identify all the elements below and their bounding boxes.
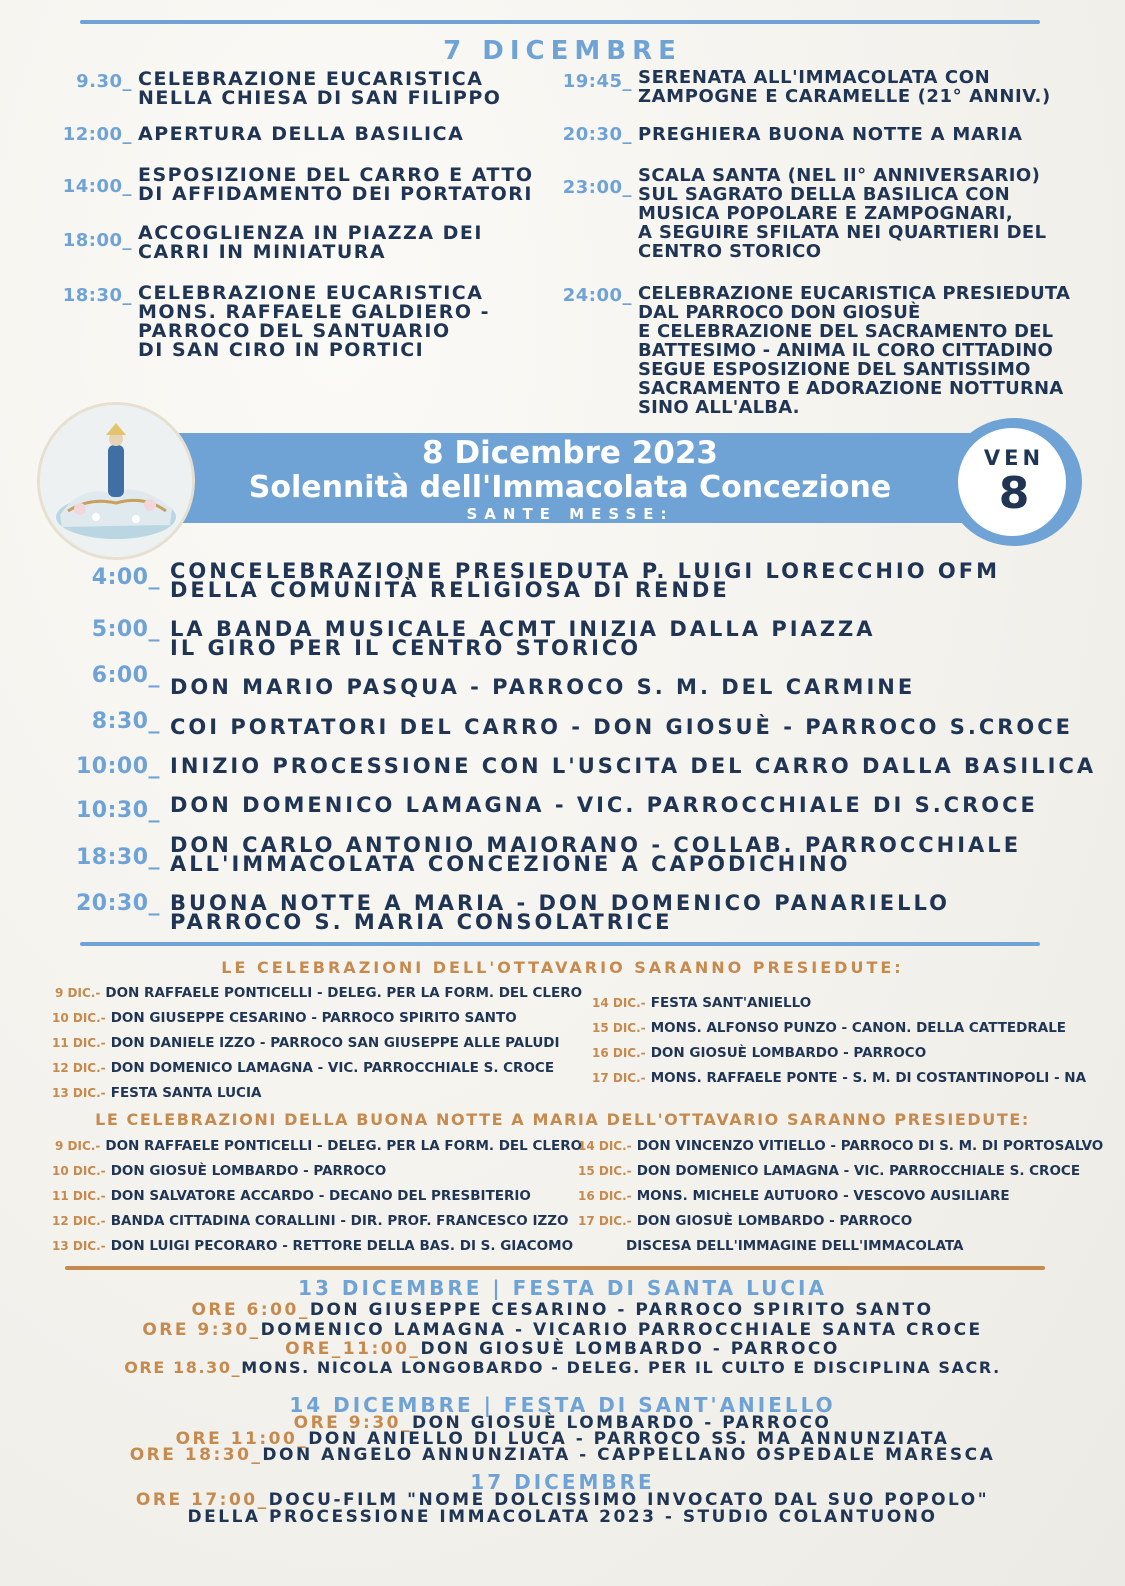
goodnight-date: 15 DIC.- — [578, 1164, 632, 1178]
day-name: VEN — [983, 446, 1045, 470]
octave-celebrant: MONS. RAFFAELE PONTE - S. M. DI COSTANTINOPOLI - NA — [650, 1070, 1087, 1086]
time-label: 8:30_ — [91, 709, 160, 734]
lucia-celebrant: DON GIOSUÈ LOMBARDO - PARROCO — [420, 1339, 840, 1359]
aniello-celebrant: DON GIOSUÈ LOMBARDO - PARROCO — [411, 1413, 832, 1433]
dec17-title: 17 DICEMBRE — [470, 1470, 655, 1494]
mass-text: INIZIO PROCESSIONE CON L'USCITA DEL CARRO DALLA BASILICA — [170, 754, 1097, 778]
octave-right-row — [592, 1070, 1086, 1086]
octave-date: 13 DIC.- — [52, 1086, 106, 1100]
octave-celebrant: DON DOMENICO LAMAGNA - VIC. PARROCCHIALE S. CROCE — [110, 1060, 555, 1076]
lucia-time: ORE_11:00_ — [285, 1339, 421, 1359]
goodnight-celebrant: MONS. MICHELE AUTUORO - VESCOVO AUSILIARE — [636, 1188, 1010, 1204]
goodnight-date: 13 DIC.- — [52, 1239, 106, 1253]
lucia-celebrant: MONS. NICOLA LONGOBARDO - DELEG. PER IL CULTO E DISCIPLINA SACR. — [241, 1358, 1001, 1377]
octave-date: 16 DIC.- — [592, 1046, 646, 1060]
octave-title: LE CELEBRAZIONI DELL'OTTAVARIO SARANNO PRESIEDUTE: — [221, 958, 904, 977]
octave-left-row — [52, 1085, 261, 1101]
octave-left-row — [52, 1010, 517, 1026]
lucia-line — [0, 1339, 1125, 1359]
octave-right-row — [592, 1045, 926, 1061]
octave-left-row — [52, 1060, 554, 1076]
day-number: 8 — [998, 468, 1030, 519]
time-label: 23:00_ — [562, 177, 632, 198]
aniello-time: ORE 11:00_ — [175, 1429, 309, 1449]
octave-celebrant: DON GIOSUÈ LOMBARDO - PARROCO — [650, 1045, 927, 1061]
goodnight-celebrant: BANDA CITTADINA CORALLINI - DIR. PROF. FRANCESCO IZZO — [110, 1213, 569, 1229]
octave-celebrant: MONS. ALFONSO PUNZO - CANON. DELLA CATTEDRALE — [650, 1020, 1067, 1036]
mass-text: BUONA NOTTE A MARIA - DON DOMENICO PANARIELLO PARROCO S. MARIA CONSOLATRICE — [170, 891, 950, 934]
goodnight-date: 10 DIC.- — [52, 1164, 106, 1178]
goodnight-date: 14 DIC.- — [578, 1139, 632, 1153]
dec17-time: ORE 17:00_ — [135, 1490, 269, 1510]
mass-text: DON MARIO PASQUA - PARROCO S. M. DEL CARMINE — [170, 675, 916, 699]
event-text: SERENATA ALL'IMMACOLATA CON ZAMPOGNE E CARAMELLE (21° ANNIV.) — [638, 67, 1051, 107]
octave-date: 11 DIC.- — [52, 1036, 106, 1050]
octave-celebrant: DON GIUSEPPE CESARINO - PARROCO SPIRITO SANTO — [110, 1010, 517, 1026]
octave-date: 15 DIC.- — [592, 1021, 646, 1035]
banner-title: Solennità dell'Immacolata Concezione — [248, 470, 892, 505]
lucia-title: 13 DICEMBRE | FESTA DI SANTA LUCIA — [298, 1276, 827, 1300]
time-label: 9.30_ — [76, 71, 132, 92]
goodnight-celebrant: DISCESA DELL'IMMAGINE DELL'IMMACOLATA — [626, 1238, 964, 1254]
goodnight-celebrant: DON SALVATORE ACCARDO - DECANO DEL PRESBITERIO — [110, 1188, 531, 1204]
day-badge — [946, 418, 1082, 546]
time-label: 6:00_ — [91, 663, 160, 688]
aniello-celebrant: DON ANIELLO DI LUCA - PARROCO SS. MA ANNUNZIATA — [308, 1429, 950, 1449]
octave-date: 9 DIC.- — [55, 986, 101, 1000]
aniello-time: ORE 18:30_ — [129, 1445, 263, 1465]
goodnight-left-row — [55, 1138, 582, 1154]
time-label: 14:00_ — [62, 176, 132, 197]
goodnight-celebrant: DON GIOSUÈ LOMBARDO - PARROCO — [636, 1213, 913, 1229]
event-text: SCALA SANTA (NEL II° ANNIVERSARIO) SUL SAGRATO DELLA BASILICA CON MUSICA POPOLARE E ZAMPOGNARI, A SEGUIRE SFILATA NEI QUARTIERI DEL CENTRO STORICO — [638, 165, 1047, 262]
octave-celebrant: FESTA SANT'ANIELLO — [650, 995, 812, 1011]
mass-text: CONCELEBRAZIONE PRESIEDUTA P. LUIGI LORECCHIO OFM DELLA COMUNITÀ RELIGIOSA DI RENDE — [170, 559, 1000, 602]
lucia-line — [0, 1300, 1125, 1320]
aniello-celebrant: DON ANGELO ANNUNZIATA - CAPPELLANO OSPEDALE MARESCA — [262, 1445, 996, 1465]
goodnight-celebrant: DON RAFFAELE PONTICELLI - DELEG. PER LA FORM. DEL CLERO — [105, 1138, 583, 1154]
time-label: 10:00_ — [75, 754, 160, 779]
time-label: 20:30_ — [75, 891, 160, 916]
lucia-celebrant: DOMENICO LAMAGNA - VICARIO PARROCCHIALE SANTA CROCE — [260, 1320, 983, 1340]
mid-divider — [80, 942, 1040, 946]
lucia-time: ORE 6:00_ — [191, 1300, 310, 1320]
mass-text: DON CARLO ANTONIO MAIORANO - COLLAB. PARROCCHIALE ALL'IMMACOLATA CONCEZIONE A CAPODICHINO — [170, 833, 1022, 876]
lucia-time: ORE 18.30_ — [124, 1358, 242, 1377]
goodnight-right-row — [578, 1213, 912, 1229]
octave-date: 10 DIC.- — [52, 1011, 106, 1025]
dec7-title: 7 DICEMBRE — [443, 36, 682, 66]
goodnight-date: 12 DIC.- — [52, 1214, 106, 1228]
octave-right-row — [592, 1020, 1066, 1036]
aniello-time: ORE 9:30_ — [293, 1413, 412, 1433]
goodnight-left-row — [52, 1213, 569, 1229]
dec17-text: DOCU-FILM "NOME DOLCISSIMO INVOCATO DAL SUO POPOLO" — [268, 1490, 990, 1510]
octave-right-row — [592, 995, 811, 1011]
event-text: APERTURA DELLA BASILICA — [138, 123, 465, 145]
goodnight-date: 16 DIC.- — [578, 1189, 632, 1203]
time-label: 18:00_ — [62, 230, 132, 251]
time-label: 4:00_ — [91, 565, 160, 590]
feast-banner — [160, 433, 990, 523]
goodnight-right-row — [578, 1188, 1010, 1204]
dec17-line2: DELLA PROCESSIONE IMMACOLATA 2023 - STUDIO COLANTUONO — [187, 1507, 938, 1527]
goodnight-left-row — [52, 1163, 386, 1179]
lucia-line — [0, 1320, 1125, 1340]
goodnight-right-row — [626, 1238, 963, 1254]
octave-left-row — [52, 1035, 560, 1051]
goodnight-title: LE CELEBRAZIONI DELLA BUONA NOTTE A MARIA DELL'OTTAVARIO SARANNO PRESIEDUTE: — [95, 1110, 1030, 1129]
banner-date: 8 Dicembre 2023 — [422, 435, 718, 471]
mass-text: LA BANDA MUSICALE ACMT INIZIA DALLA PIAZZA IL GIRO PER IL CENTRO STORICO — [170, 617, 876, 660]
lucia-line — [0, 1358, 1125, 1377]
octave-date: 17 DIC.- — [592, 1071, 646, 1085]
time-label: 5:00_ — [91, 617, 160, 642]
time-label: 18:30_ — [75, 845, 160, 870]
lucia-celebrant: DON GIUSEPPE CESARINO - PARROCO SPIRITO SANTO — [309, 1300, 934, 1320]
time-label: 19:45_ — [562, 71, 632, 92]
goodnight-date: 17 DIC.- — [578, 1214, 632, 1228]
time-label: 18:30_ — [62, 285, 132, 306]
goodnight-right-row — [578, 1163, 1080, 1179]
event-text: CELEBRAZIONE EUCARISTICA MONS. RAFFAELE GALDIERO - PARROCO DEL SANTUARIO DI SAN CIRO IN PORTICI — [138, 282, 490, 361]
octave-left-row — [55, 985, 582, 1001]
octave-date: 12 DIC.- — [52, 1061, 106, 1075]
goodnight-date: 9 DIC.- — [55, 1139, 101, 1153]
time-label: 20:30_ — [562, 124, 632, 145]
goodnight-celebrant: DON LUIGI PECORARO - RETTORE DELLA BAS. DI S. GIACOMO — [110, 1238, 574, 1254]
goodnight-date: 11 DIC.- — [52, 1189, 106, 1203]
octave-celebrant: FESTA SANTA LUCIA — [110, 1085, 262, 1101]
goodnight-celebrant: DON VINCENZO VITIELLO - PARROCO DI S. M. DI PORTOSALVO — [636, 1138, 1104, 1154]
event-text: PREGHIERA BUONA NOTTE A MARIA — [638, 124, 1023, 145]
octave-celebrant: DON RAFFAELE PONTICELLI - DELEG. PER LA FORM. DEL CLERO — [105, 985, 583, 1001]
time-label: 10:30_ — [75, 798, 160, 823]
aniello-line — [0, 1445, 1125, 1465]
madonna-float-image — [37, 402, 195, 560]
aniello-title: 14 DICEMBRE | FESTA DI SANT'ANIELLO — [289, 1393, 836, 1417]
lower-divider — [65, 1266, 1045, 1270]
banner-subtitle: SANTE MESSE: — [466, 505, 674, 523]
octave-date: 14 DIC.- — [592, 996, 646, 1010]
mass-text: COI PORTATORI DEL CARRO - DON GIOSUÈ - PARROCO S.CROCE — [170, 715, 1074, 739]
event-text: CELEBRAZIONE EUCARISTICA NELLA CHIESA DI SAN FILIPPO — [138, 68, 502, 109]
goodnight-celebrant: DON GIOSUÈ LOMBARDO - PARROCO — [110, 1163, 387, 1179]
goodnight-right-row — [578, 1138, 1103, 1154]
lucia-time: ORE 9:30_ — [142, 1320, 261, 1340]
mass-text: DON DOMENICO LAMAGNA - VIC. PARROCCHIALE DI S.CROCE — [170, 793, 1038, 817]
goodnight-celebrant: DON DOMENICO LAMAGNA - VIC. PARROCCHIALE S. CROCE — [636, 1163, 1081, 1179]
event-text: ESPOSIZIONE DEL CARRO E ATTO DI AFFIDAMENTO DEI PORTATORI — [138, 164, 534, 205]
time-label: 24:00_ — [562, 285, 632, 306]
goodnight-left-row — [52, 1188, 531, 1204]
time-label: 12:00_ — [62, 124, 132, 145]
top-divider — [80, 20, 1040, 24]
event-text: ACCOGLIENZA IN PIAZZA DEI CARRI IN MINIATURA — [138, 222, 483, 263]
event-text: CELEBRAZIONE EUCARISTICA PRESIEDUTA DAL PARROCO DON GIOSUÈ E CELEBRAZIONE DEL SACRAMENTO DEL BATTESIMO - ANIMA IL CORO CITTADINO SEGUE ESPOSIZIONE DEL SANTISSIMO SACRAMENTO E ADORAZIONE NOTTURNA SINO ALL'ALBA. — [638, 283, 1071, 418]
goodnight-left-row — [52, 1238, 573, 1254]
octave-celebrant: DON DANIELE IZZO - PARROCO SAN GIUSEPPE ALLE PALUDI — [110, 1035, 560, 1051]
